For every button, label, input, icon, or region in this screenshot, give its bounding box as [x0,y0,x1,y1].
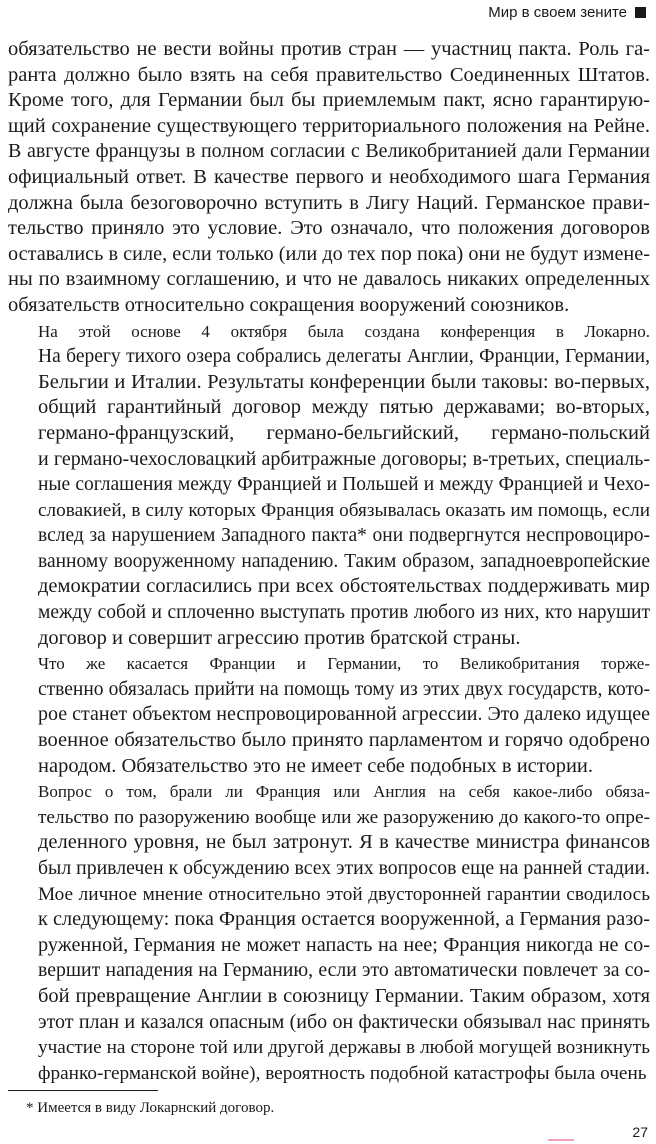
text-line: щий сохранение существующего территориального положения на Рейне. [8,114,650,137]
text-line: словакией, в силу которых Франция обязывалась оказать им помощь, если [38,499,650,521]
footnote-divider [8,1090,158,1091]
body-text [8,37,650,1086]
text-line: ные соглашения между Францией и Польшей и между Францией и Чехо- [38,474,650,496]
text-line: ны по взаимному соглашению, и что не давалось никаких определенных [8,268,650,291]
text-line: рое станет объектом неспровоцированной агрессии. Это далеко идущее [38,703,650,726]
edge-mark [548,1139,574,1141]
text-line: этот план и казался опасным (ибо он фактически обязывал нас принять [38,1010,650,1033]
text-line: германо-французский, германо-бельгийский, германо-польский [38,421,650,444]
text-line: деленного уровня, не был затронут. Я в качестве министра финансов [38,831,650,854]
text-line: военное обязательство было принято парламентом и горячо одобрено [38,729,650,752]
text-line: На этой основе 4 октября была создана конференция в Локарно. [38,321,650,341]
paragraph [8,319,650,652]
text-line: между собой и сплоченно выступать против любого из них, кто нарушит [38,602,650,624]
text-line: должна была безоговорочно вступить в Лигу Наций. Германское прави- [8,191,650,214]
text-line: Вопрос о том, брали ли Франция или Англия на себя какое-либо обяза- [38,782,650,802]
text-line: ванному вооруженному нападению. Таким образом, западноевропейские [38,550,650,572]
text-line: обязательств относительно сокращения вооружений союзников. [8,293,570,316]
text-line: ранта должно было взять на себя правительство Соединенных Штатов. [8,63,650,86]
text-line: Кроме того, для Германии был бы приемлемым пакт, ясно гарантирую- [8,89,650,112]
text-line: вершит нападения на Германию, если это автоматически повлечет за со- [38,959,650,982]
page-number: 27 [632,1124,648,1140]
text-line: народом. Обязательство это не имеет себе подобных в истории. [38,754,594,777]
text-line: оставались в силе, если только (или до тех пор пока) они не будут измене- [8,242,650,265]
text-line: обязательство не вести войны против стран — участниц пакта. Роль га- [8,38,650,60]
text-line: был привлечен к обсуждению всех этих вопросов еще на ранней стадии. [38,857,650,879]
running-header [488,4,646,21]
header-square-mark [635,7,646,18]
text-line: Бельгии и Италии. Результаты конференции были таковы: во-первых, [38,370,650,393]
running-title: Мир в своем зените [488,4,627,21]
text-line: На берегу тихого озера собрались делегаты Англии, Франции, Германии, [38,346,650,368]
paragraph [8,651,650,779]
text-line: вслед за нарушением Западного пакта* они подвергнутся неспровоциро- [38,525,650,547]
footnote: * Имеется в виду Локарнский договор. [26,1100,275,1116]
text-line: бой превращение Англии в союзницу Германии. Таким образом, хотя [38,984,650,1007]
text-line: демократии согласились при всех обстоятельствах поддерживать мир [38,575,650,598]
text-line: тельство приняло это условие. Это означало, что положения договоров [8,217,650,240]
paragraph [8,779,650,1086]
text-line: Мое личное мнение относительно этой двусторонней гарантии сводилось [38,883,650,905]
text-line: франко-германской войне), вероятность подобной катастрофы была очень [38,1062,647,1084]
text-line: Что же касается Франции и Германии, то Великобритания торже- [38,654,650,674]
text-line: ственно обязалась прийти на помощь тому из этих двух государств, кото- [38,678,650,700]
text-line: и германо-чехословацкий арбитражные договоры; в-третьих, специаль- [38,447,650,470]
text-line: к следующему: пока Франция остается вооруженной, а Германия разо- [38,908,650,931]
text-line: участие на стороне той или другой державы в любой могущей возникнуть [38,1037,650,1059]
paragraph [8,37,650,319]
text-line: общий гарантийный договор между пятью державами; во-вторых, [38,396,650,419]
text-line: официальный ответ. В качестве первого и необходимого шага Германия [8,165,650,188]
text-line: В августе французы в полном согласии с Великобританией дали Германии [8,140,650,163]
text-line: договор и совершит агрессию против братской страны. [38,626,521,649]
text-line: тельство по разоружению вообще или же разоружению до какого-то опре- [38,806,650,828]
text-line: руженной, Германия не может напасть на нее; Франция никогда не со- [38,933,650,956]
